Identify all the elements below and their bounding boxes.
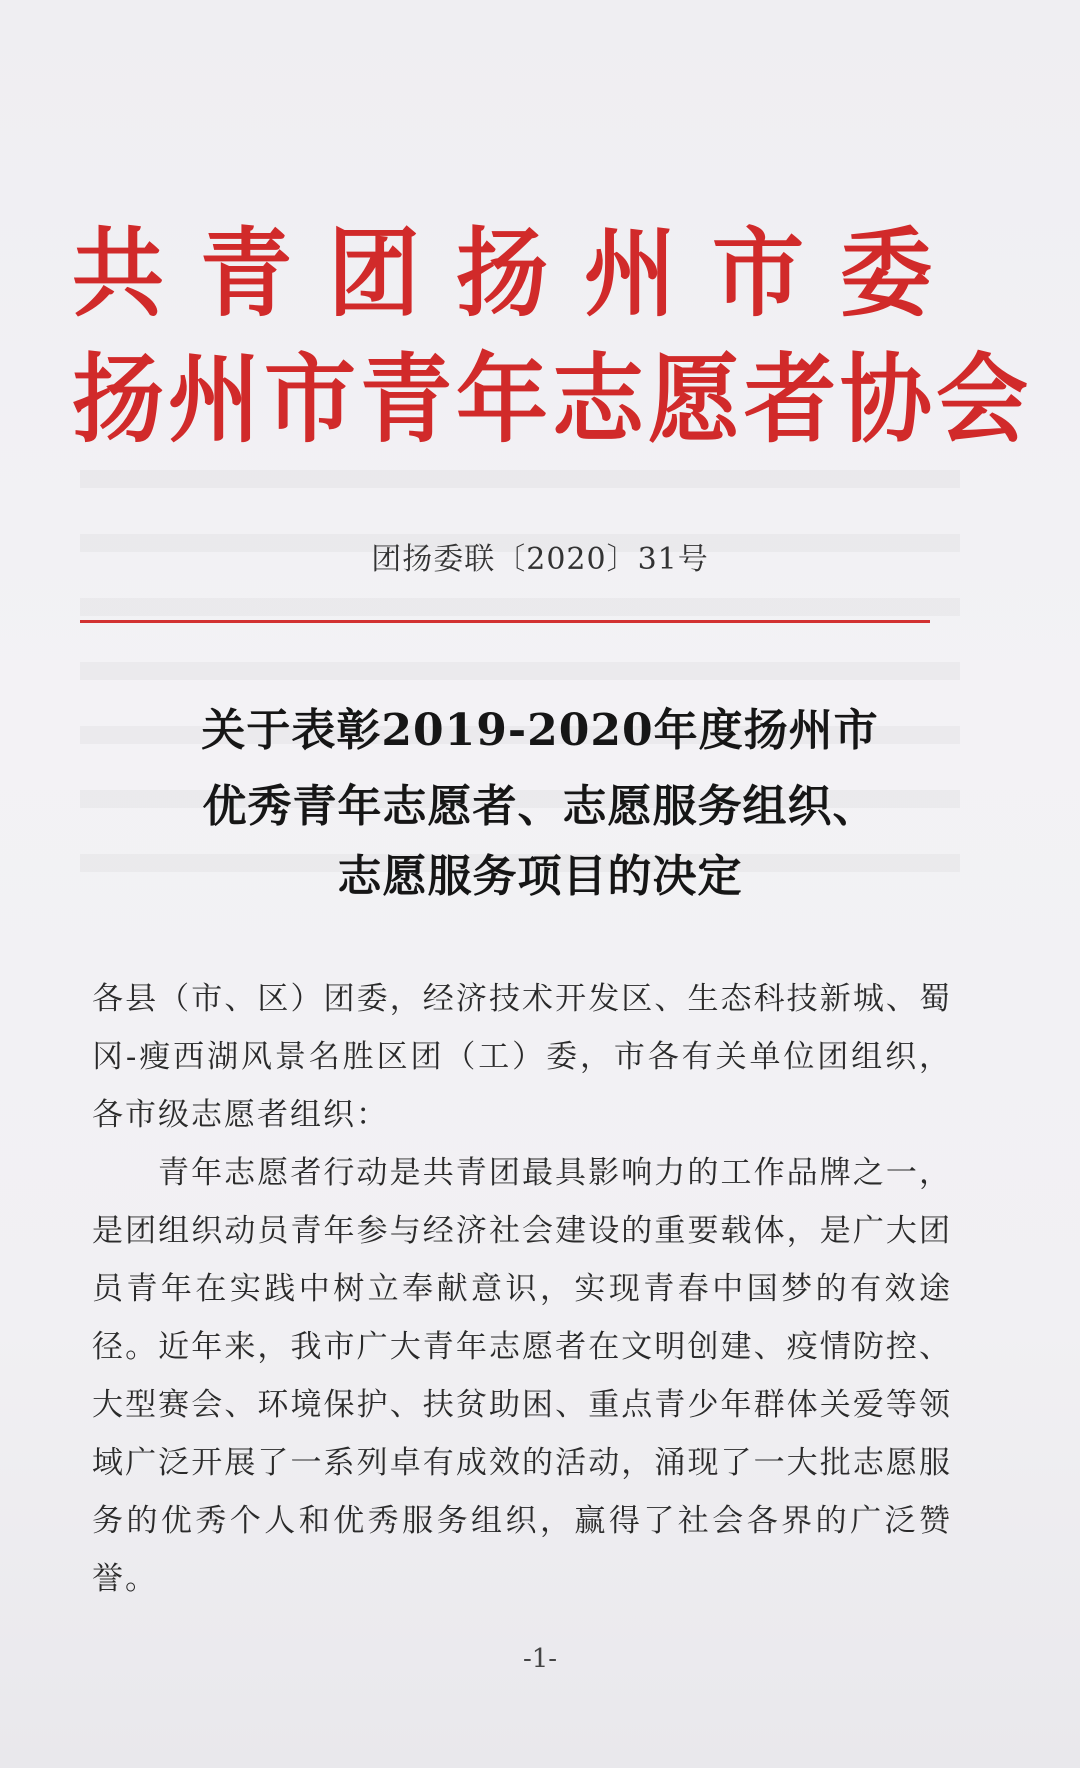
document-title-line-1: 关于表彰2019-2020年度扬州市 — [201, 705, 879, 756]
issuer-name-line-2: 扬州市青年志愿者协会 — [72, 343, 1033, 457]
red-separator-line — [80, 620, 930, 623]
addressee-paragraph: 各县（市、区）团委，经济技术开发区、生态科技新城、蜀冈-瘦西湖风景名胜区团（工）委，市各有关单位团组织，各市级志愿者组织： — [92, 981, 952, 1133]
document-title-line-3: 志愿服务项目的决定 — [337, 851, 743, 902]
body-paragraph-1: 青年志愿者行动是共青团最具影响力的工作品牌之一，是团组织动员青年参与经济社会建设的重要载体，是广大团员青年在实践中树立奉献意识，实现青春中国梦的有效途径。近年来，我市广大青年志愿者在文明创建、疫情防控、大型赛会、环境保护、扶贫助困、重点青少年群体关爱等领域广泛开展了一系列卓有成效的活动，涌现了一大批志愿服务的优秀个人和优秀服务组织，赢得了社会各界的广泛赞誉。 — [92, 1155, 952, 1597]
document-title-line-2: 优秀青年志愿者、志愿服务组织、 — [202, 781, 878, 832]
document-number: 团扬委联〔2020〕31号 — [371, 542, 709, 577]
issuer-name-line-1: 共青团扬州市委 — [72, 217, 969, 331]
document-body — [92, 970, 952, 1608]
page-number: -1- — [522, 1644, 558, 1674]
